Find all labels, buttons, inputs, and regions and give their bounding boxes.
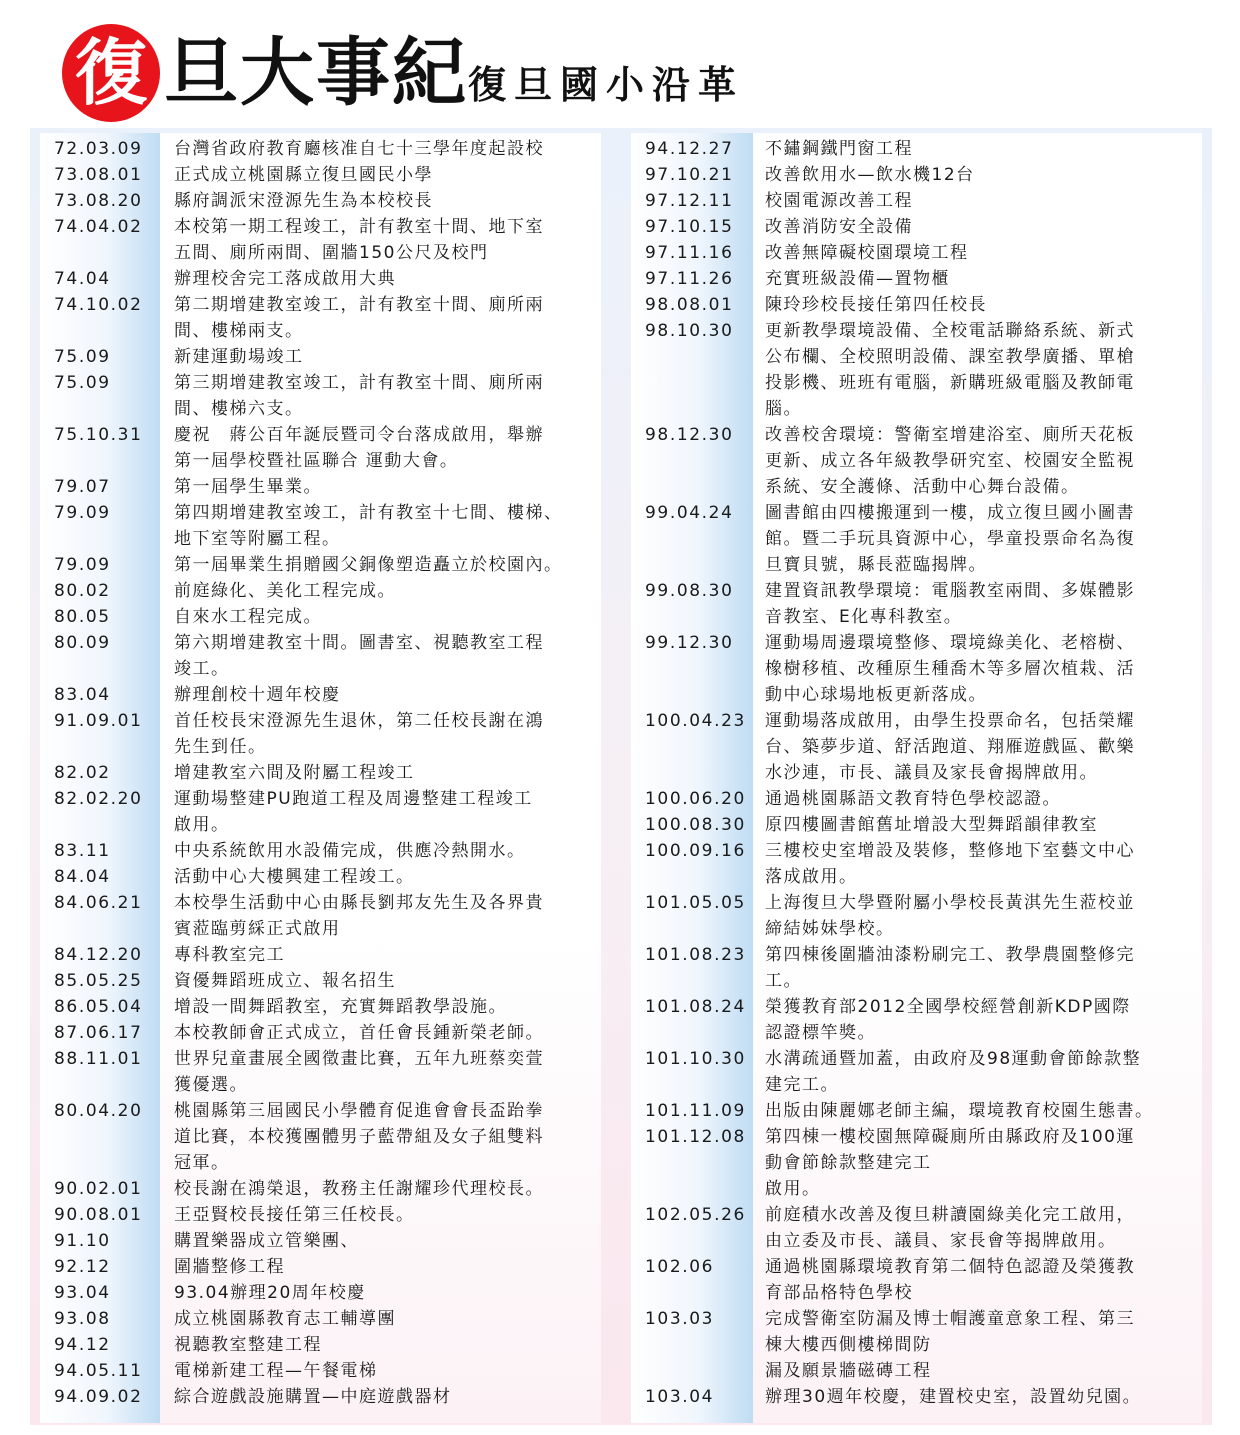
- entry-text: 改善無障礙校園環境工程: [765, 243, 969, 263]
- entry-text: 第一屆畢業生捐贈國父銅像塑造矗立於校園內。: [174, 555, 563, 575]
- timeline-entry: [40, 838, 601, 864]
- timeline-entry: [40, 136, 601, 162]
- timeline-entry: [40, 1332, 601, 1358]
- entry-date: 84.04: [54, 867, 111, 887]
- timeline-entry: [631, 292, 1202, 318]
- timeline-entry: [40, 760, 601, 786]
- timeline-entry: [631, 1098, 1202, 1124]
- entry-text: 陳玲珍校長接任第四任校長: [765, 295, 987, 315]
- page-title: 旦大事紀: [164, 30, 468, 116]
- entry-date: 75.09: [54, 373, 111, 393]
- entry-date: 101.12.08: [645, 1127, 746, 1147]
- entry-text: 上海復旦大學暨附屬小學校長黃淇先生蒞校並 締結姊妹學校。: [765, 893, 1135, 939]
- entry-text: 運動場周邊環境整修、環境綠美化、老榕樹、 橡樹移植、改種原生種喬木等多層次植栽、活 動中心球場地板更新落成。: [765, 633, 1135, 705]
- timeline-entry: [631, 1046, 1202, 1098]
- entry-text: 榮獲教育部2012全國學校經營創新KDP國際 認證標竿獎。: [765, 997, 1131, 1043]
- entry-text: 縣府調派宋澄源先生為本校校長: [174, 191, 433, 211]
- entry-text: 增設一間舞蹈教室，充實舞蹈教學設施。: [174, 997, 507, 1017]
- entry-text: 第四棟一樓校園無障礙廁所由縣政府及100運 動會節餘款整建完工 啟用。: [765, 1127, 1135, 1199]
- entry-text: 不鏽鋼鐵門窗工程: [765, 139, 913, 159]
- timeline-entries-left: [40, 136, 601, 1410]
- entry-text: 圍牆整修工程: [174, 1257, 285, 1277]
- timeline-entry: [40, 864, 601, 890]
- entry-text: 改善校舍環境：警衛室增建浴室、廁所天花板 更新、成立各年級教學研究室、校園安全監視 系統、安全護條、活動中心舞台設備。: [765, 425, 1135, 497]
- entry-date: 101.11.09: [645, 1101, 746, 1121]
- entry-date: 83.04: [54, 685, 111, 705]
- title-badge: 復: [62, 24, 160, 122]
- timeline-entry: [631, 630, 1202, 708]
- entry-text: 完成警衛室防漏及博士帽護童意象工程、第三 棟大樓西側樓梯間防 漏及願景牆磁磚工程: [765, 1309, 1135, 1381]
- timeline-entry: [631, 1124, 1202, 1202]
- entry-date: 97.12.11: [645, 191, 734, 211]
- entry-text: 成立桃園縣教育志工輔導團: [174, 1309, 396, 1329]
- timeline-entry: [631, 708, 1202, 786]
- entry-date: 79.09: [54, 503, 111, 523]
- timeline-entry: [40, 188, 601, 214]
- timeline-entry: [40, 344, 601, 370]
- entry-date: 94.12: [54, 1335, 111, 1355]
- timeline-entry: [631, 812, 1202, 838]
- timeline-entry: [40, 1228, 601, 1254]
- entry-text: 原四樓圖書館舊址增設大型舞蹈韻律教室: [765, 815, 1098, 835]
- entry-text: 活動中心大樓興建工程竣工。: [174, 867, 415, 887]
- timeline-entry: [631, 188, 1202, 214]
- timeline-entry: [40, 630, 601, 682]
- entry-date: 90.02.01: [54, 1179, 143, 1199]
- entry-text: 王亞賢校長接任第三任校長。: [174, 1205, 415, 1225]
- entry-date: 100.06.20: [645, 789, 746, 809]
- entry-date: 101.10.30: [645, 1049, 746, 1069]
- entry-text: 購置樂器成立管樂團、: [174, 1231, 359, 1251]
- timeline-entry: [40, 1202, 601, 1228]
- page-header: [0, 0, 1240, 130]
- timeline-entry: [631, 942, 1202, 994]
- entry-date: 99.12.30: [645, 633, 734, 653]
- entry-text: 本校教師會正式成立，首任會長鍾新榮老師。: [174, 1023, 544, 1043]
- entry-date: 80.09: [54, 633, 111, 653]
- entry-text: 自來水工程完成。: [174, 607, 322, 627]
- entry-date: 101.05.05: [645, 893, 746, 913]
- entry-text: 首任校長宋澄源先生退休，第二任校長謝在鴻 先生到任。: [174, 711, 544, 757]
- entry-date: 98.10.30: [645, 321, 734, 341]
- timeline-entry: [40, 968, 601, 994]
- timeline-entry: [40, 604, 601, 630]
- timeline-entry: [40, 890, 601, 942]
- entry-text: 視聽教室整建工程: [174, 1335, 322, 1355]
- timeline-entry: [40, 266, 601, 292]
- entry-date: 101.08.23: [645, 945, 746, 965]
- entry-text: 出版由陳麗娜老師主編，環境教育校園生態書。: [765, 1101, 1154, 1121]
- entry-date: 97.11.16: [645, 243, 734, 263]
- entry-text: 第四棟後圍牆油漆粉刷完工、教學農園整修完 工。: [765, 945, 1135, 991]
- entry-text: 第一屆學生畢業。: [174, 477, 322, 497]
- timeline-entry: [631, 890, 1202, 942]
- entry-text: 三樓校史室增設及裝修，整修地下室藝文中心 落成啟用。: [765, 841, 1135, 887]
- entry-date: 99.08.30: [645, 581, 734, 601]
- entry-date: 101.08.24: [645, 997, 746, 1017]
- entry-date: 100.08.30: [645, 815, 746, 835]
- entry-date: 82.02.20: [54, 789, 143, 809]
- timeline-entry: [40, 1384, 601, 1410]
- timeline-entry: [631, 786, 1202, 812]
- timeline-entry: [40, 1280, 601, 1306]
- entry-date: 74.04.02: [54, 217, 143, 237]
- entry-text: 校園電源改善工程: [765, 191, 913, 211]
- entry-date: 80.04.20: [54, 1101, 143, 1121]
- entry-text: 93.04辦理20周年校慶: [174, 1283, 366, 1303]
- entry-text: 本校第一期工程竣工，計有教室十間、地下室 五間、廁所兩間、圍牆150公尺及校門: [174, 217, 544, 263]
- entry-date: 72.03.09: [54, 139, 143, 159]
- entry-date: 79.09: [54, 555, 111, 575]
- timeline-entry: [631, 422, 1202, 500]
- entry-date: 94.09.02: [54, 1387, 143, 1407]
- entry-text: 運動場落成啟用，由學生投票命名，包括榮耀 台、築夢步道、舒活跑道、翔雁遊戲區、歡樂 水沙連，市長、議員及家長會揭牌啟用。: [765, 711, 1135, 783]
- entry-text: 中央系統飲用水設備完成，供應冷熱開水。: [174, 841, 526, 861]
- entry-text: 圖書館由四樓搬運到一樓，成立復旦國小圖書 館。暨二手玩具資源中心，學童投票命名為復 旦寶貝號，縣長蒞臨揭牌。: [765, 503, 1135, 575]
- entry-date: 102.06: [645, 1257, 715, 1277]
- entry-date: 98.08.01: [645, 295, 734, 315]
- entry-date: 86.05.04: [54, 997, 143, 1017]
- entry-text: 水溝疏通暨加蓋，由政府及98運動會節餘款整 建完工。: [765, 1049, 1142, 1095]
- timeline-entry: [631, 1384, 1202, 1410]
- timeline-entry: [40, 162, 601, 188]
- entry-text: 前庭積水改善及復旦耕讀園綠美化完工啟用， 由立委及市長、議員、家長會等揭牌啟用。: [765, 1205, 1135, 1251]
- timeline-entry: [631, 1254, 1202, 1306]
- timeline-entry: [40, 1176, 601, 1202]
- timeline-entry: [40, 1098, 601, 1176]
- entry-date: 75.10.31: [54, 425, 143, 445]
- timeline-entry: [40, 1358, 601, 1384]
- entry-text: 建置資訊教學環境：電腦教室兩間、多媒體影 音教室、E化專科教室。: [765, 581, 1135, 627]
- timeline-entry: [40, 786, 601, 838]
- timeline-entry: [631, 838, 1202, 890]
- timeline-entry: [40, 552, 601, 578]
- timeline-entry: [40, 1306, 601, 1332]
- entry-date: 91.10: [54, 1231, 111, 1251]
- entry-date: 88.11.01: [54, 1049, 143, 1069]
- entry-date: 84.06.21: [54, 893, 143, 913]
- entry-date: 83.11: [54, 841, 111, 861]
- entry-text: 電梯新建工程—午餐電梯: [174, 1361, 378, 1381]
- entry-text: 前庭綠化、美化工程完成。: [174, 581, 396, 601]
- entry-text: 辦理30週年校慶，建置校史室，設置幼兒園。: [765, 1387, 1142, 1407]
- timeline-entry: [40, 370, 601, 422]
- timeline-entry: [40, 500, 601, 552]
- entry-text: 辦理創校十週年校慶: [174, 685, 341, 705]
- entry-date: 82.02: [54, 763, 111, 783]
- timeline-entry: [40, 994, 601, 1020]
- entry-text: 專科教室完工: [174, 945, 285, 965]
- entry-text: 第四期增建教室竣工，計有教室十七間、樓梯、 地下室等附屬工程。: [174, 503, 563, 549]
- entry-text: 改善飲用水—飲水機12台: [765, 165, 975, 185]
- timeline-entry: [40, 214, 601, 266]
- entry-date: 94.12.27: [645, 139, 734, 159]
- timeline-entry: [40, 1046, 601, 1098]
- entry-date: 98.12.30: [645, 425, 734, 445]
- entry-date: 97.10.21: [645, 165, 734, 185]
- timeline-entry: [631, 266, 1202, 292]
- entry-text: 增建教室六間及附屬工程竣工: [174, 763, 415, 783]
- timeline-entry: [40, 578, 601, 604]
- entry-date: 80.02: [54, 581, 111, 601]
- entry-date: 97.10.15: [645, 217, 734, 237]
- entry-text: 慶祝 蔣公百年誕辰暨司令台落成啟用，舉辦 第一屆學校暨社區聯合 運動大會。: [174, 425, 544, 471]
- timeline-entry: [631, 994, 1202, 1046]
- entry-text: 世界兒童畫展全國徵畫比賽，五年九班蔡奕萱 獲優選。: [174, 1049, 544, 1095]
- entry-date: 102.05.26: [645, 1205, 746, 1225]
- timeline-entry: [631, 1202, 1202, 1254]
- timeline-entry: [631, 240, 1202, 266]
- timeline-entry: [631, 1306, 1202, 1384]
- entry-date: 80.05: [54, 607, 111, 627]
- entry-date: 73.08.20: [54, 191, 143, 211]
- entry-text: 改善消防安全設備: [765, 217, 913, 237]
- entry-text: 本校學生活動中心由縣長劉邦友先生及各界貴 賓蒞臨剪綵正式啟用: [174, 893, 544, 939]
- entry-text: 第三期增建教室竣工，計有教室十間、廁所兩 間、樓梯六支。: [174, 373, 544, 419]
- entry-date: 74.10.02: [54, 295, 143, 315]
- timeline-column-left: [40, 133, 601, 1423]
- timeline-entry: [631, 136, 1202, 162]
- timeline-entry: [631, 578, 1202, 630]
- entry-date: 91.09.01: [54, 711, 143, 731]
- timeline-entries-right: [631, 136, 1202, 1410]
- entry-text: 新建運動場竣工: [174, 347, 304, 367]
- entry-text: 資優舞蹈班成立、報名招生: [174, 971, 396, 991]
- entry-date: 84.12.20: [54, 945, 143, 965]
- timeline-entry: [40, 1020, 601, 1046]
- timeline-entry: [40, 1254, 601, 1280]
- entry-date: 73.08.01: [54, 165, 143, 185]
- entry-text: 桃園縣第三屆國民小學體育促進會會長盃跆拳 道比賽，本校獲團體男子藍帶組及女子組雙料 冠軍。: [174, 1101, 544, 1173]
- entry-text: 通過桃園縣環境教育第二個特色認證及榮獲教 育部品格特色學校: [765, 1257, 1135, 1303]
- entry-date: 74.04: [54, 269, 111, 289]
- entry-date: 79.07: [54, 477, 111, 497]
- timeline-entry: [40, 474, 601, 500]
- entry-date: 97.11.26: [645, 269, 734, 289]
- entry-date: 103.03: [645, 1309, 715, 1329]
- entry-text: 第二期增建教室竣工，計有教室十間、廁所兩 間、樓梯兩支。: [174, 295, 544, 341]
- timeline-entry: [40, 292, 601, 344]
- timeline-entry: [631, 214, 1202, 240]
- entry-text: 台灣省政府教育廳核准自七十三學年度起設校: [174, 139, 544, 159]
- entry-text: 充實班級設備—置物櫃: [765, 269, 950, 289]
- entry-date: 100.09.16: [645, 841, 746, 861]
- entry-date: 90.08.01: [54, 1205, 143, 1225]
- entry-text: 校長謝在鴻榮退，教務主任謝耀珍代理校長。: [174, 1179, 544, 1199]
- timeline-entry: [631, 162, 1202, 188]
- entry-text: 綜合遊戲設施購置—中庭遊戲器材: [174, 1387, 452, 1407]
- entry-date: 87.06.17: [54, 1023, 143, 1043]
- timeline-entry: [40, 422, 601, 474]
- entry-date: 75.09: [54, 347, 111, 367]
- entry-text: 第六期增建教室十間。圖書室、視聽教室工程 竣工。: [174, 633, 544, 679]
- page-subtitle: 復旦國小沿革: [468, 62, 745, 107]
- entry-text: 更新教學環境設備、全校電話聯絡系統、新式 公布欄、全校照明設備、課室教學廣播、單槍 投影機、班班有電腦，新購班級電腦及教師電 腦。: [765, 321, 1135, 419]
- entry-date: 93.04: [54, 1283, 111, 1303]
- timeline-entry: [40, 942, 601, 968]
- timeline-entry: [40, 682, 601, 708]
- entry-text: 通過桃園縣語文教育特色學校認證。: [765, 789, 1061, 809]
- timeline-column-right: [631, 133, 1202, 1423]
- entry-text: 正式成立桃園縣立復旦國民小學: [174, 165, 433, 185]
- entry-date: 85.05.25: [54, 971, 143, 991]
- timeline-entry: [631, 500, 1202, 578]
- timeline-entry: [631, 318, 1202, 422]
- entry-text: 運動場整建PU跑道工程及周邊整建工程竣工 啟用。: [174, 789, 533, 835]
- entry-date: 103.04: [645, 1387, 715, 1407]
- entry-date: 93.08: [54, 1309, 111, 1329]
- entry-date: 92.12: [54, 1257, 111, 1277]
- entry-date: 100.04.23: [645, 711, 746, 731]
- entry-text: 辦理校舍完工落成啟用大典: [174, 269, 396, 289]
- entry-date: 99.04.24: [645, 503, 734, 523]
- entry-date: 94.05.11: [54, 1361, 143, 1381]
- timeline-entry: [40, 708, 601, 760]
